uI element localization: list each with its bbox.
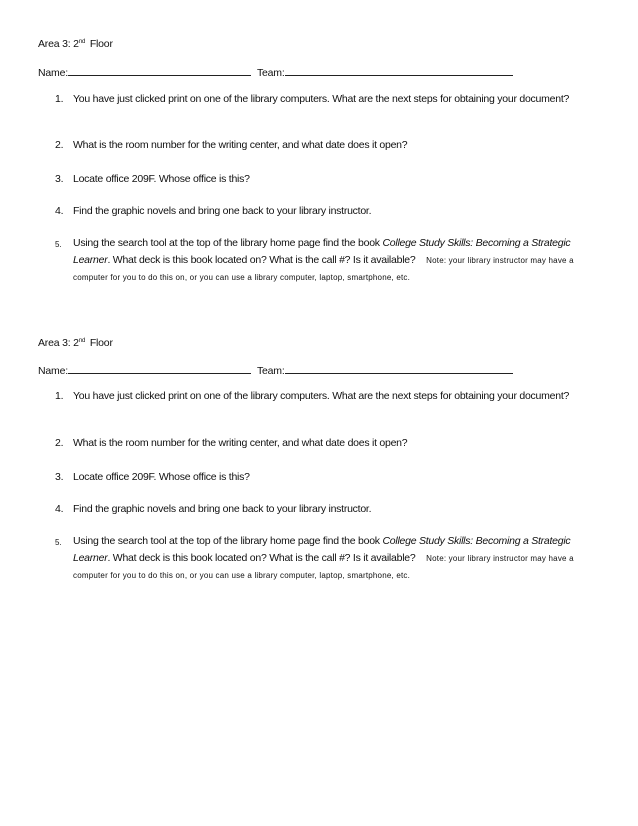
question-2 bbox=[55, 435, 575, 452]
question-number: 5. bbox=[55, 538, 62, 547]
question-text-before: Using the search tool at the top of the library home page find the book bbox=[73, 535, 383, 547]
question-text-after: . What deck is this book located on? What is the call #? Is it available? bbox=[107, 254, 416, 266]
instructor-note: Note: your library instructor may have a computer for you to do this on, or you can use a library computer, laptop, smartphone, etc. bbox=[73, 554, 574, 580]
area-heading-sup: nd bbox=[78, 338, 86, 344]
question-text bbox=[73, 235, 575, 286]
name-blank[interactable] bbox=[68, 66, 251, 76]
question-3 bbox=[55, 469, 575, 486]
question-5 bbox=[55, 533, 575, 584]
question-text-after: . What deck is this book located on? What is the call #? Is it available? bbox=[107, 552, 416, 564]
question-number: 4. bbox=[55, 205, 64, 217]
name-blank[interactable] bbox=[68, 364, 251, 374]
question-text bbox=[73, 533, 575, 584]
area-heading bbox=[38, 337, 113, 349]
team-label: Team: bbox=[256, 365, 285, 377]
question-text: Locate office 209F. Whose office is this? bbox=[73, 173, 250, 185]
question-number: 5. bbox=[55, 240, 62, 249]
question-1 bbox=[55, 91, 575, 108]
area-heading-prefix: Area 3: 2 bbox=[38, 337, 79, 349]
question-number: 3. bbox=[55, 173, 64, 185]
question-text: You have just clicked print on one of the library computers. What are the next steps for obtaining your document? bbox=[73, 93, 570, 105]
question-number: 1. bbox=[55, 390, 64, 402]
question-number: 3. bbox=[55, 471, 64, 483]
question-number: 2. bbox=[55, 139, 64, 151]
question-number: 4. bbox=[55, 503, 64, 515]
area-heading-suffix: Floor bbox=[89, 337, 113, 349]
question-text: What is the room number for the writing center, and what date does it open? bbox=[73, 437, 408, 449]
area-heading bbox=[38, 38, 113, 50]
question-text-before: Using the search tool at the top of the library home page find the book bbox=[73, 237, 383, 249]
question-number: 1. bbox=[55, 93, 64, 105]
question-text: What is the room number for the writing center, and what date does it open? bbox=[73, 139, 408, 151]
team-blank[interactable] bbox=[285, 364, 513, 374]
area-heading-prefix: Area 3: 2 bbox=[38, 38, 79, 50]
question-text: You have just clicked print on one of the library computers. What are the next steps for obtaining your document? bbox=[73, 390, 570, 402]
question-text: Find the graphic novels and bring one back to your library instructor. bbox=[73, 503, 372, 515]
question-number: 2. bbox=[55, 437, 64, 449]
area-heading-sup: nd bbox=[78, 39, 86, 45]
book-title: College Study Skills: Becoming a Strategic Learner bbox=[73, 535, 571, 564]
question-2 bbox=[55, 137, 575, 154]
name-label: Name: bbox=[38, 365, 68, 377]
name-team-line bbox=[38, 364, 513, 377]
name-label: Name: bbox=[38, 67, 68, 79]
question-text: Find the graphic novels and bring one back to your library instructor. bbox=[73, 205, 372, 217]
instructor-note: Note: your library instructor may have a computer for you to do this on, or you can use a library computer, laptop, smartphone, etc. bbox=[73, 256, 574, 282]
area-heading-suffix: Floor bbox=[89, 38, 113, 50]
book-title: College Study Skills: Becoming a Strategic Learner bbox=[73, 237, 571, 266]
name-team-line bbox=[38, 66, 513, 79]
question-text: Locate office 209F. Whose office is this? bbox=[73, 471, 250, 483]
question-4 bbox=[55, 203, 575, 220]
team-blank[interactable] bbox=[285, 66, 513, 76]
question-5 bbox=[55, 235, 575, 286]
question-1 bbox=[55, 388, 575, 405]
question-4 bbox=[55, 501, 575, 518]
team-label: Team: bbox=[256, 67, 285, 79]
question-3 bbox=[55, 171, 575, 188]
